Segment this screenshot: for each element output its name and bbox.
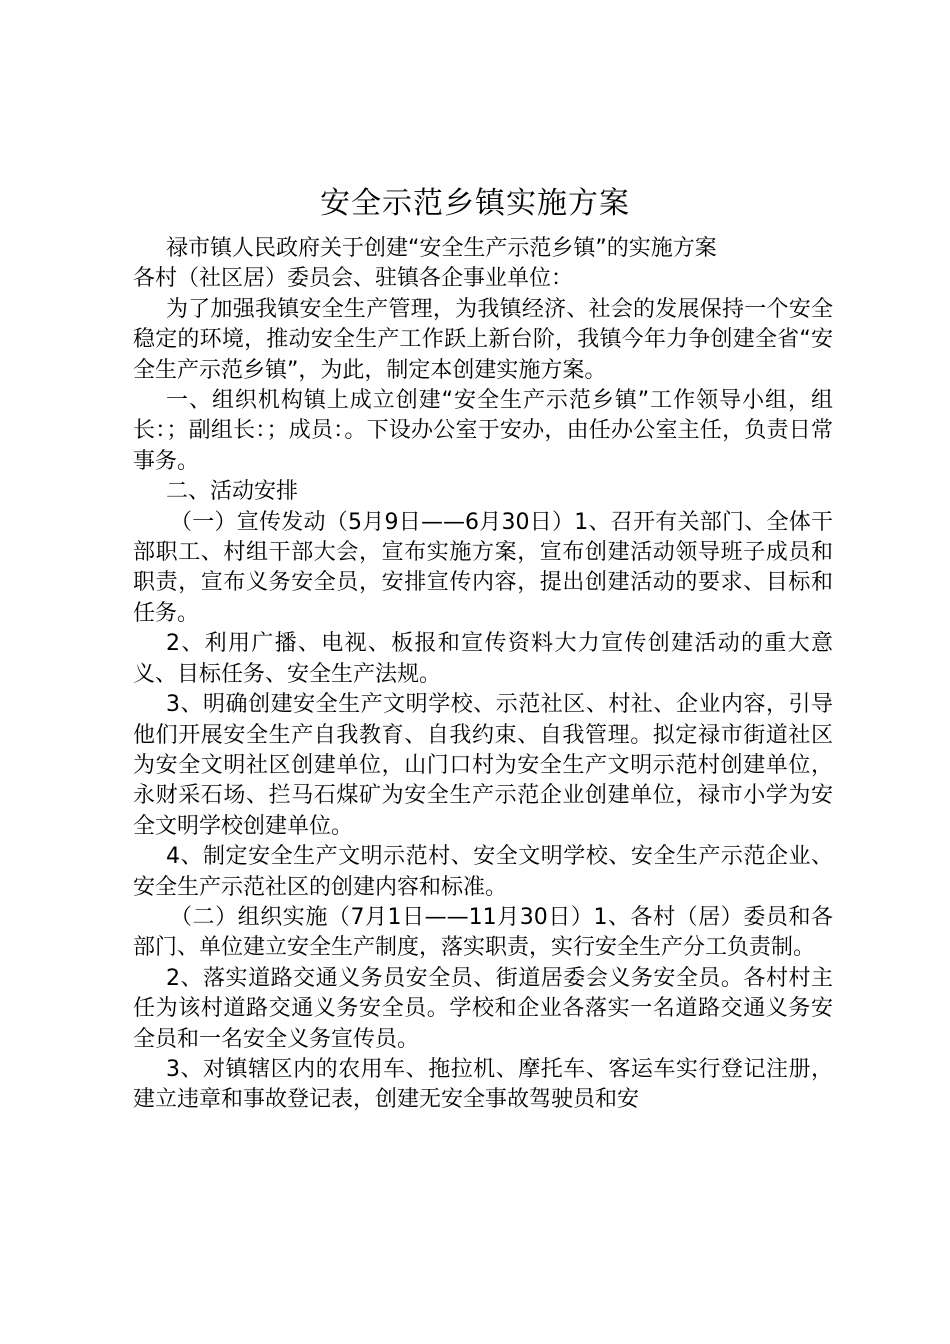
document-body — [133, 234, 833, 1116]
paragraph-section-activities: 二、活动安排 — [166, 479, 299, 505]
paragraph-item: 2、落实道路交通义务员安全员、街道居委会义务安全员。各村村主任为该村道路交通义务安全员。学校和企业各落实一名道路交通义务安全员和一名安全义务宣传员。 — [133, 965, 833, 1052]
paragraph-section-organization: 一、组织机构镇上成立创建“安全生产示范乡镇”工作领导小组，组长：；副组长：；成员：。下设办公室于安办，由任办公室主任，负责日常事务。 — [133, 388, 833, 474]
paragraph-implementation-phase: （二）组织实施（7月1日——11月30日）1、各村（居）委员和各部门、单位建立安全生产制度，落实职责，实行安全生产分工负责制。 — [133, 904, 833, 961]
document-title: 安全示范乡镇实施方案 — [320, 186, 630, 221]
paragraph-subtitle: 禄市镇人民政府关于创建“安全生产示范乡镇”的实施方案 — [166, 236, 717, 261]
paragraph-item: 2、利用广播、电视、板报和宣传资料大力宣传创建活动的重大意义、目标任务、安全生产法规。 — [133, 631, 833, 687]
paragraph-publicity-phase: （一）宣传发动（5月9日——6月30日）1、召开有关部门、全体干部职工、村组干部大会，宣布实施方案，宣布创建活动领导班子成员和职责，宣布义务安全员，安排宣传内容，提出创建活动的要求、目标和任务。 — [133, 509, 833, 626]
paragraph-addressee: 各村（社区居）委员会、驻镇各企事业单位： — [133, 266, 574, 292]
paragraph-item: 3、对镇辖区内的农用车、拖拉机、摩托车、客运车实行登记注册，建立违章和事故登记表，创建无安全事故驾驶员和安 — [133, 1056, 833, 1113]
paragraph-intro: 为了加强我镇安全生产管理，为我镇经济、社会的发展保持一个安全稳定的环境，推动安全生产工作跃上新台阶，我镇今年力争创建全省“安全生产示范乡镇”，为此，制定本创建实施方案。 — [133, 296, 833, 383]
paragraph-item: 4、制定安全生产文明示范村、安全文明学校、安全生产示范企业、安全生产示范社区的创建内容和标准。 — [133, 844, 833, 900]
paragraph-item: 3、明确创建安全生产文明学校、示范社区、村社、企业内容，引导他们开展安全生产自我教育、自我约束、自我管理。拟定禄市街道社区为安全文明社区创建单位，山门口村为安全生产文明示范村创建单位，永财采石场、拦马石煤矿为安全生产示范企业创建单位，禄市小学为安全文明学校创建单位。 — [133, 692, 833, 839]
